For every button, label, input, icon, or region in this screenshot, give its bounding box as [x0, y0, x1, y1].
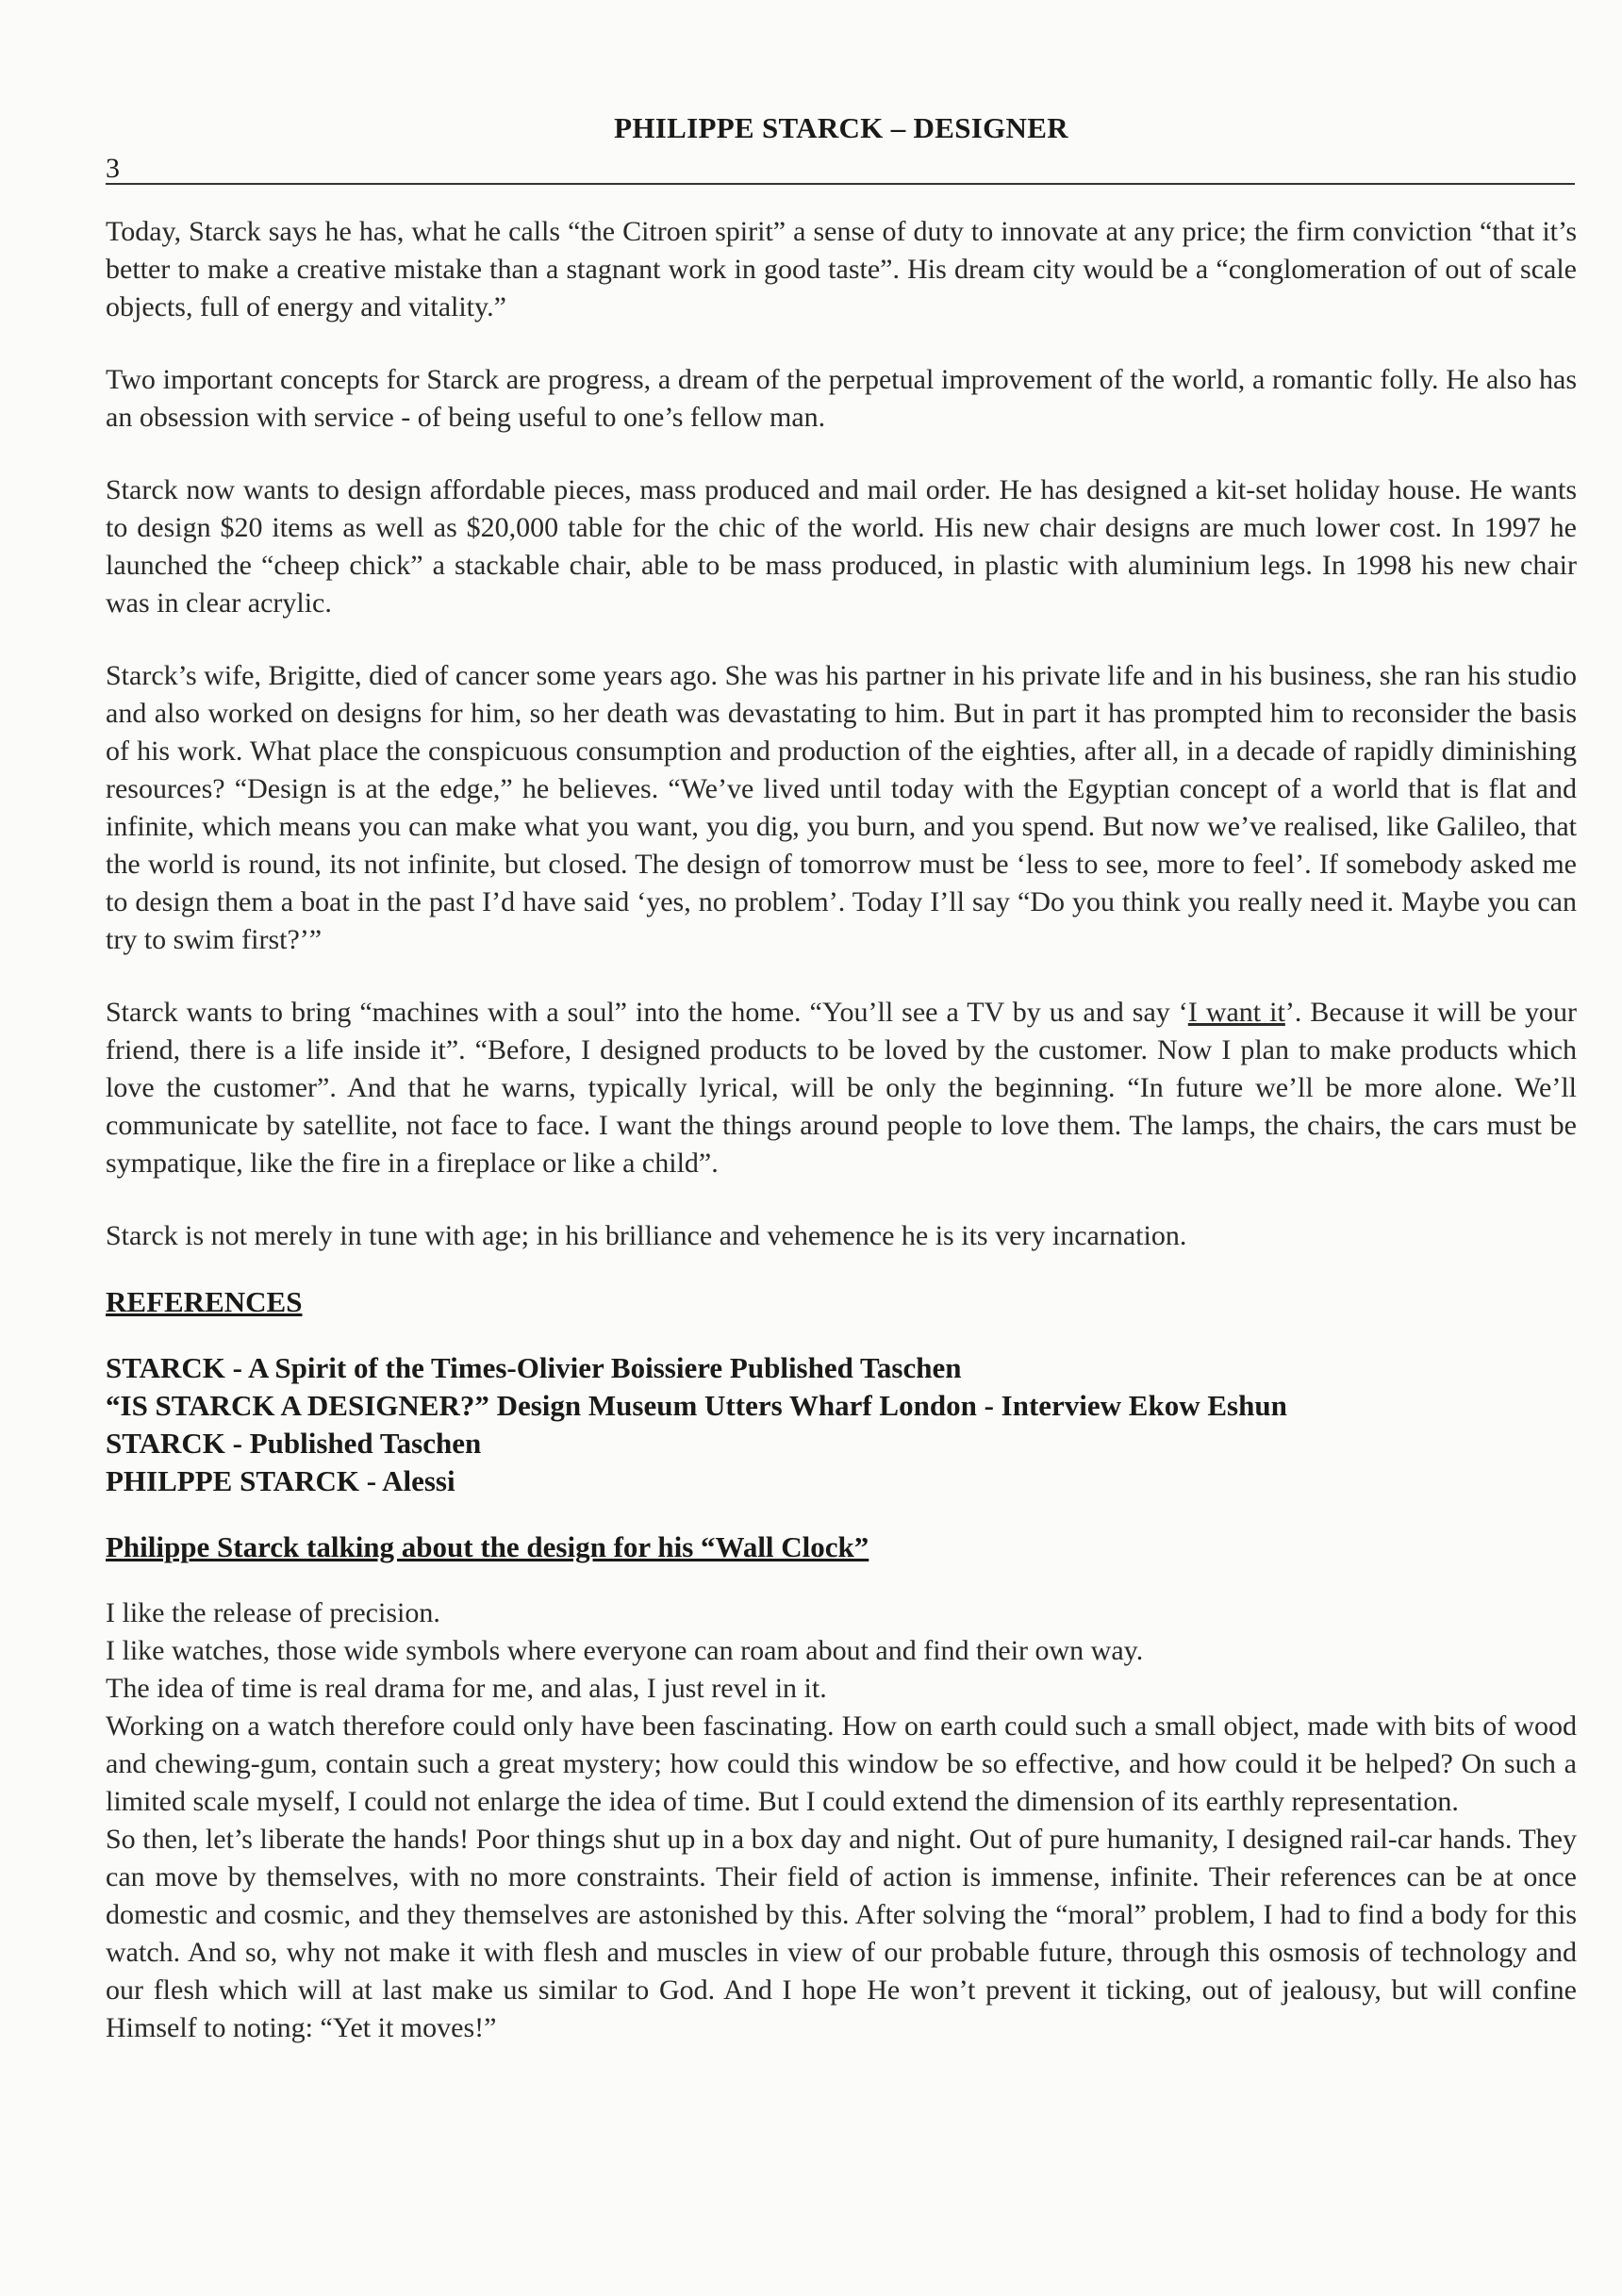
paragraph-citroen-spirit: Today, Starck says he has, what he calls “the Citroen spirit” a sense of duty to innovate at any price; the firm conviction “that it’s better to make a creative mistake than a stagnant work in good taste”. His dream city would be a “conglomeration of out of scale objects, full of energy and vitality.” — [106, 216, 1577, 322]
clock-line: The idea of time is real drama for me, and alas, I just revel in it. — [106, 1673, 827, 1704]
page-title: PHILIPPE STARCK – DESIGNER — [614, 111, 1068, 144]
reference-item: STARCK - A Spirit of the Times-Olivier Boissiere Published Taschen — [106, 1351, 962, 1384]
page-number: 3 — [106, 153, 120, 184]
clock-paragraph-watch: Working on a watch therefore could only have been fascinating. How on earth could such a small object, made with bits of wood and chewing-gum, contain such a great mystery; how could this window be so effective, and how could it be helped? On such a limited scale myself, I could not enlarge the idea of time. But I could extend the dimension of its earthly representation. — [106, 1710, 1577, 1817]
paragraph-closing: Starck is not merely in tune with age; in his brilliance and vehemence he is its very incarnation. — [106, 1220, 1187, 1251]
clock-paragraph-hands: So then, let’s liberate the hands! Poor things shut up in a box day and night. Out of pure humanity, I designed rail-car hands. They can move by themselves, with no more constraints. Their field of action is immense, infinite. Their references can be at once domestic and cosmic, and they themselves are astonished by this. After solving the “moral” problem, I had to find a body for this watch. And so, why not make it with flesh and muscles in view of our probable future, through this osmosis of technology and our flesh which will at last make us similar to God. And I hope He won’t prevent it ticking, out of jealousy, but will confine Himself to noting: “Yet it moves!” — [106, 1824, 1577, 2043]
header-rule — [106, 183, 1575, 185]
clock-section-heading: Philippe Starck talking about the design for his “Wall Clock” — [106, 1530, 869, 1563]
paragraph-concepts: Two important concepts for Starck are progress, a dream of the perpetual improvement of the world, a romantic folly. He also has an obsession with service - of being useful to one’s fellow man. — [106, 364, 1577, 433]
paragraph-machines-soul — [106, 994, 1577, 1182]
reference-item: STARCK - Published Taschen — [106, 1427, 482, 1460]
reference-item: “IS STARCK A DESIGNER?” Design Museum Utters Wharf London - Interview Ekow Eshun — [106, 1389, 1287, 1422]
clock-line: I like the release of precision. — [106, 1597, 440, 1628]
clock-line: I like watches, those wide symbols where everyone can roam about and find their own way. — [106, 1635, 1144, 1666]
para5-before: Starck wants to bring “machines with a soul” into the home. “You’ll see a TV by us and say ‘ — [106, 997, 1188, 1028]
paragraph-brigitte: Starck’s wife, Brigitte, died of cancer some years ago. She was his partner in his private life and in his business, she ran his studio and also worked on designs for him, so her death was devastating to him. But in part it has prompted him to reconsider the basis of his work. What place the conspicuous consumption and production of the eighties, after all, in a decade of rapidly diminishing resources? “Design is at the edge,” he believes. “We’ve lived until today with the Egyptian concept of a world that is flat and infinite, which means you can make what you want, you dig, you burn, and you spend. But now we’ve realised, like Galileo, that the world is round, its not infinite, but closed. The design of tomorrow must be ‘less to see, more to feel’. If somebody asked me to design them a boat in the past I’d have said ‘yes, no problem’. Today I’ll say “Do you think you really need it. Maybe you can try to swim first?’” — [106, 660, 1577, 955]
paragraph-affordable: Starck now wants to design affordable pieces, mass produced and mail order. He has designed a kit-set holiday house. He wants to design $20 items as well as $20,000 table for the chic of the world. His new chair designs are much lower cost. In 1997 he launched the “cheep chick” a stackable chair, able to be mass produced, in plastic with aluminium legs. In 1998 his new chair was in clear acrylic. — [106, 474, 1577, 619]
references-heading: REFERENCES — [106, 1285, 303, 1318]
reference-item: PHILPPE STARCK - Alessi — [106, 1464, 455, 1497]
para5-after: ’. Because it will be your friend, there is a life inside it”. “Before, I designed products to be loved by the customer. Now I plan to make products which love the customer”. And that he warns, typically lyrical, will be only the beginning. “In future we’ll be more alone. We’ll communicate by satellite, not face to face. I want the things around people to love them. The lamps, the chairs, the cars must be sympatique, like the fire in a fireplace or like a child”. — [106, 997, 1577, 1179]
para5-underlined: I want it — [1187, 997, 1285, 1028]
body-text — [106, 213, 1577, 2047]
